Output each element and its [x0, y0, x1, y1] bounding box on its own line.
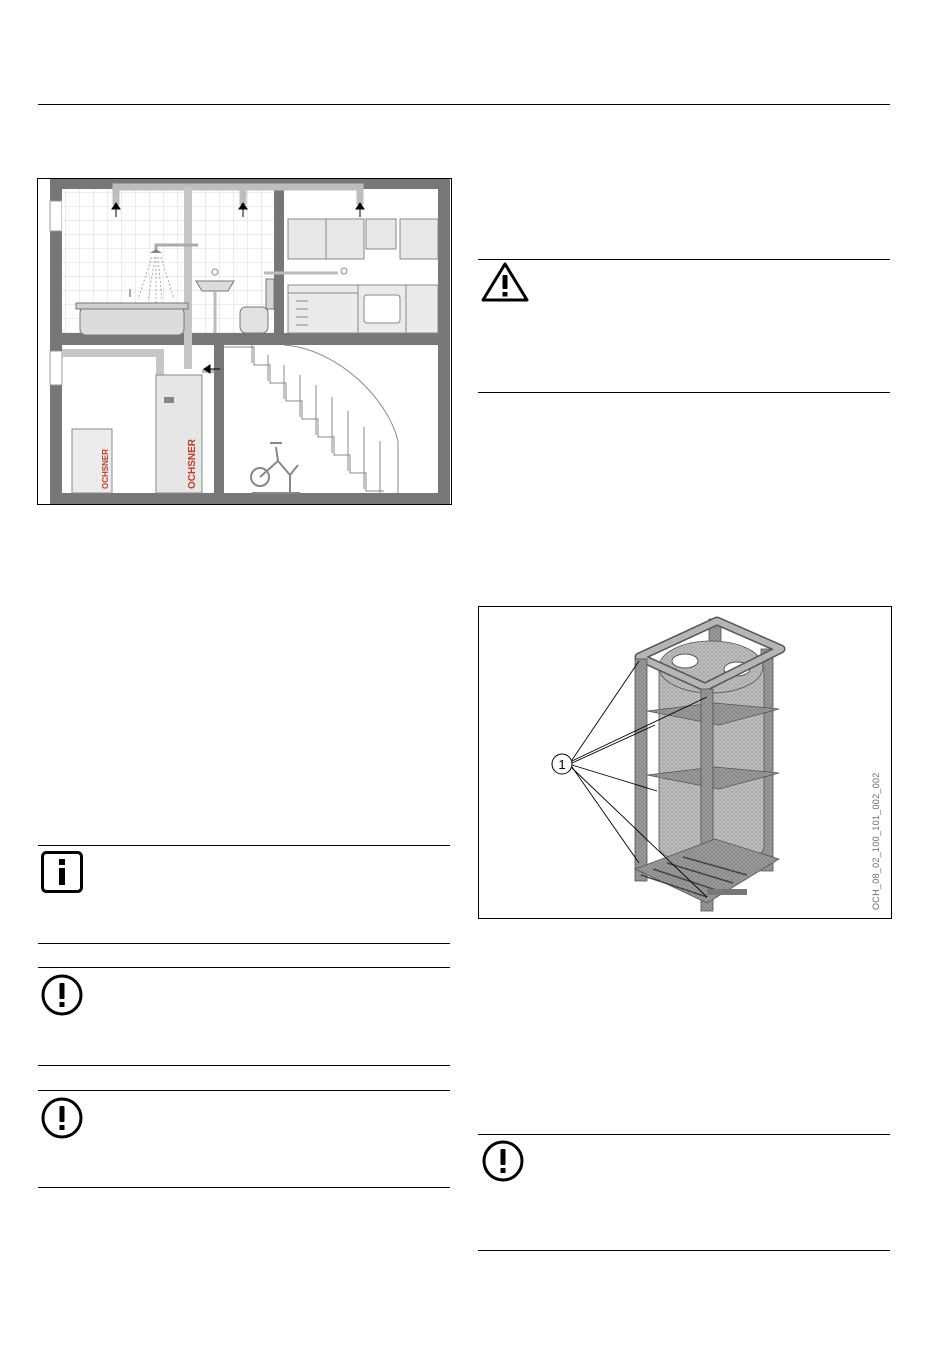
- brand-text-large: OCHSNER: [187, 438, 198, 489]
- callout-label: 1: [558, 757, 566, 772]
- house-installation-figure: [37, 178, 452, 505]
- tank-transport-frame-figure: [478, 606, 892, 919]
- exclamation-circle-icon: [41, 1097, 83, 1139]
- warning-triangle-icon: [480, 261, 530, 303]
- exclamation-circle-icon: [41, 974, 83, 1016]
- caution-notice-2-bottom-rule: [38, 1187, 450, 1188]
- warning-notice-bottom-rule: [478, 392, 890, 393]
- warning-notice-top-rule: [478, 259, 890, 260]
- caution-notice-3-top-rule: [478, 1134, 890, 1135]
- tank-illustration: [479, 607, 891, 918]
- exclamation-circle-icon: [482, 1140, 524, 1182]
- caution-notice-3-bottom-rule: [478, 1250, 890, 1251]
- house-illustration: [38, 179, 451, 504]
- figure-code: OCH_08_02_100_101_002_002: [871, 772, 881, 910]
- info-icon: [41, 851, 83, 893]
- info-notice-top-rule: [38, 845, 450, 846]
- caution-notice-1-top-rule: [38, 967, 450, 968]
- info-notice-bottom-rule: [38, 943, 450, 944]
- header-rule: [38, 104, 890, 105]
- caution-notice-1-bottom-rule: [38, 1065, 450, 1066]
- caution-notice-2-top-rule: [38, 1090, 450, 1091]
- brand-text-small: OCHSNER: [101, 448, 110, 489]
